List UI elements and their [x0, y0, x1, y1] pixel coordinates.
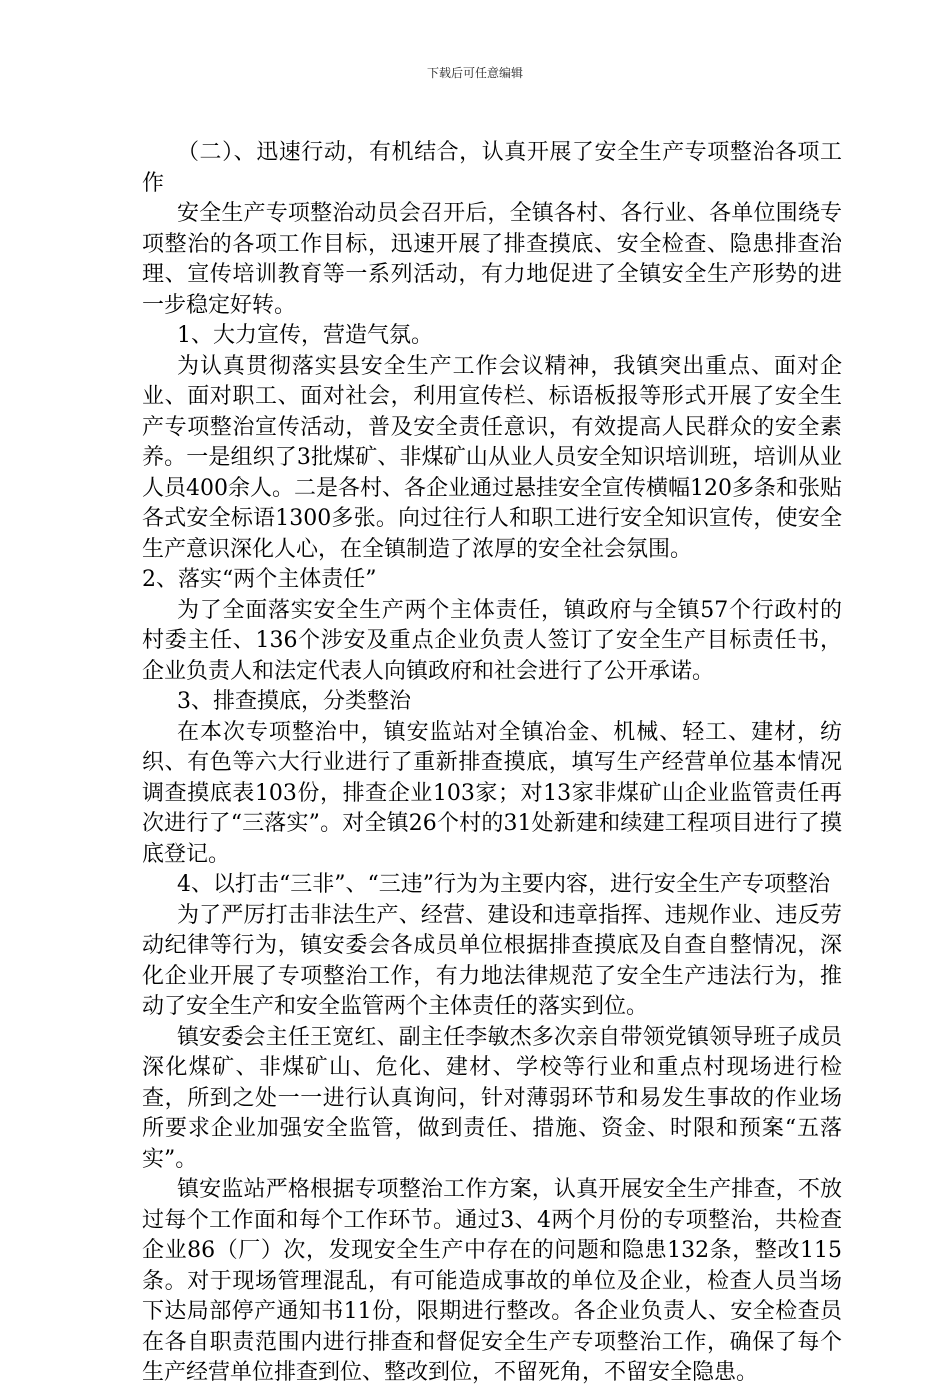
section-heading: （二）、迅速行动，有机结合，认真开展了安全生产专项整治各项工作: [142, 140, 842, 196]
paragraph-station: 镇安监站严格根据专项整治工作方案，认真开展安全生产排查，不放过每个工作面和每个工作环节。通过3、4两个月份的专项整治，共检查企业86（厂）次，发现安全生产中存在的问题和隐患132条，整改115条。对于现场管理混乱，有可能造成事故的单位及企业，检查人员当场下达局部停产通知书11份，限期进行整改。各企业负责人、安全检查员在各自职责范围内进行排查和督促安全生产专项整治工作，确保了每个生产经营单位排查到位、整改到位，不留死角，不留安全隐患。: [142, 1177, 842, 1385]
paragraph-responsibility: 为了全面落实安全生产两个主体责任，镇政府与全镇57个行政村的村委主任、136个涉安及重点企业负责人签订了安全生产目标责任书，企业负责人和法定代表人向镇政府和社会进行了公开承诺。: [142, 597, 842, 684]
paragraph-survey: 在本次专项整治中，镇安监站对全镇冶金、机械、轻工、建材，纺织、有色等六大行业进行了重新排查摸底，填写生产经营单位基本情况调查摸底表103份，排查企业103家；对13家非煤矿山企业监管责任再次进行了“三落实”。对全镇26个村的31处新建和续建工程项目进行了摸底登记。: [142, 719, 842, 867]
subheading-1: 1、大力宣传，营造气氛。: [177, 323, 433, 348]
page-header: 下载后可任意编辑: [426, 66, 523, 80]
subheading-2: 2、落实“两个主体责任”: [142, 567, 377, 592]
document-body: [142, 138, 842, 1389]
subheading-3: 3、排查摸底，分类整治: [177, 689, 411, 714]
paragraph-publicity: 为认真贯彻落实县安全生产工作会议精神，我镇突出重点、面对企业、面对职工、面对社会，利用宣传栏、标语板报等形式开展了安全生产专项整治宣传活动，普及安全责任意识，有效提高人民群众的安全素养。一是组织了3批煤矿、非煤矿山从业人员安全知识培训班，培训从业人员400余人。二是各村、各企业通过悬挂安全宣传横幅120多条和张贴各式安全标语1300多张。向过往行人和职工进行安全知识宣传，使安全生产意识深化人心，在全镇制造了浓厚的安全社会氛围。: [142, 353, 842, 562]
paragraph-inspection: 镇安委会主任王宽红、副主任李敏杰多次亲自带领党镇领导班子成员深化煤矿、非煤矿山、危化、建材、学校等行业和重点村现场进行检查，所到之处一一进行认真询问，针对薄弱环节和易发生事故的作业场所要求企业加强安全监管，做到责任、措施、资金、时限和预案“五落实”。: [142, 1024, 842, 1172]
paragraph-intro: 安全生产专项整治动员会召开后，全镇各村、各行业、各单位围绕专项整治的各项工作目标，迅速开展了排查摸底、安全检查、隐患排查治理、宣传培训教育等一系列活动，有力地促进了全镇安全生产形势的进一步稳定好转。: [142, 201, 842, 318]
subheading-4: 4、以打击“三非”、“三违”行为为主要内容，进行安全生产专项整治: [177, 872, 830, 897]
paragraph-crackdown: 为了严厉打击非法生产、经营、建设和违章指挥、违规作业、违反劳动纪律等行为，镇安委会各成员单位根据排查摸底及自查自整情况，深化企业开展了专项整治工作，有力地法律规范了安全生产违法行为，推动了安全生产和安全监管两个主体责任的落实到位。: [142, 902, 842, 1019]
